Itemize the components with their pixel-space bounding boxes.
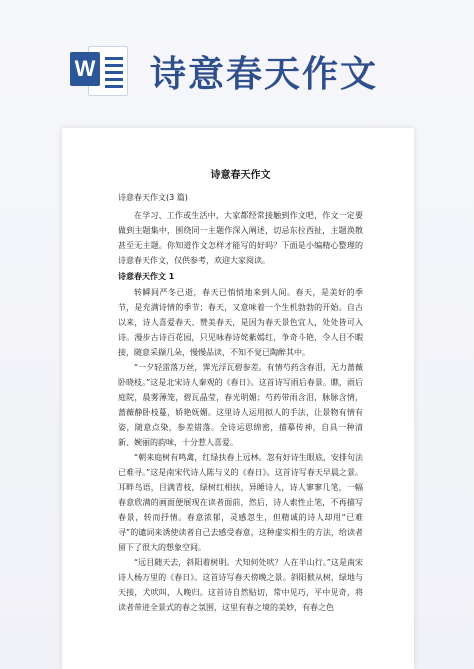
- section-heading: 诗意春天作文 1: [118, 272, 175, 281]
- document-subtitle: 诗意春天作文(3 篇): [118, 193, 188, 202]
- document-title: 诗意春天作文: [210, 170, 271, 181]
- paragraph: 转瞬间严冬已逝，春天已悄悄地来到人间。春天，是美好的季节，是充满诗情的季节；春天，又意味着一个生机勃勃的开始。自古以来，诗人喜爱春天、赞美春天，是因为春天景色宜人，处处皆可入诗。漫步古诗百花园，只见咏春诗姹紫嫣红，争奇斗艳，令人目不暇接，随意采撷几朵，慢慢品读，不知不觉已陶醉其中。: [118, 288, 363, 357]
- paragraph: “一夕轻雷落万丝，霁光浮瓦碧参差。有情芍药含春泪，无力蔷薇卧晓枝。”这是北宋诗人秦观的《春日》。这首诗写雨后春景。瞧，雨后庭院，晨雾薄笼，碧瓦晶莹，春光明媚；芍药带雨含泪，脉脉含情，蔷薇静卧枝蔓，娇艳妩媚。这里诗人运用拟人的手法，让景物有情有姿，随意点染，参差错落。全诗运思绵密，描摹传神，自具一种清新、婉丽的韵味，十分惹人喜爱。: [118, 363, 363, 447]
- document-page: [62, 128, 414, 669]
- word-icon: [70, 44, 128, 96]
- intro-paragraph: 在学习、工作或生活中，大家都经常接触到作文吧，作文一定要做到主题集中，围绕同一主题作深入阐述，切忌东拉西扯，主题涣散甚至无主题。你知道作文怎样才能写的好吗？下面是小编精心整理的诗意春天作文，仅供参考，欢迎大家阅读。: [118, 211, 363, 265]
- word-badge: W: [70, 52, 100, 86]
- paragraph: “朝来庭树有鸣禽，红绿扶春上远林。忽有好诗生眼底，安排句法已难寻。”这是南宋代诗人陈与义的《春日》。这首诗写春天早晨之景。耳畔鸟语，目满青枝，绿树红相扶，异睡诗人，诗人寥寥几笔，一幅春意欣满的画面便展现在读者面前，然后，诗人索性止笔，不再描写春景，转而抒情。春意浓郁，灵感忽生，但精诚的诗人却用“已难寻”的谴词来诱使读者自己去感受春意，这种虚实相生的方法，给读者留下了很大的想象空间。: [118, 453, 363, 552]
- header: [0, 0, 474, 120]
- paragraph: “远目随天去，斜阳着树明。犬知何处吠？人在半山行。”这是南宋诗人杨万里的《春日》。这首诗写春天傍晚之景。斜阳掀从树，绿地与天接，犬吠叫，人晚归。这首诗自然贴切，常中见巧，平中见奇，将读者带进全景式的春之氛围，这里有春之境的美妙，有春之色: [118, 558, 363, 612]
- document-content: [118, 166, 363, 615]
- page-title: 诗意春天作文: [150, 54, 379, 95]
